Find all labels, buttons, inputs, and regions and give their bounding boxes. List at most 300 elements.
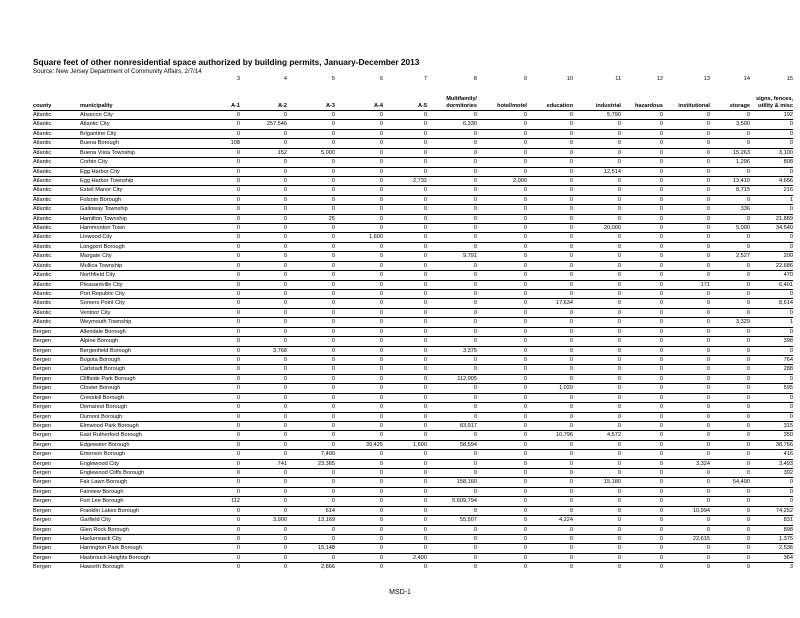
column-number	[33, 74, 80, 84]
county-cell: Atlantic	[33, 299, 80, 308]
value-cell: 3,324	[663, 459, 710, 468]
value-cell: 0	[427, 544, 477, 553]
value-cell: 0	[240, 290, 287, 299]
table-row	[33, 129, 793, 138]
value-cell: 0	[198, 176, 240, 185]
value-cell: 0	[573, 280, 621, 289]
value-cell: 0	[573, 271, 621, 280]
value-cell: 0	[621, 195, 663, 204]
value-cell: 192	[783, 112, 793, 118]
table-row	[33, 111, 793, 120]
value-cell: 0	[240, 261, 287, 270]
value-cell: 0	[198, 129, 240, 138]
value-cell: 764	[750, 355, 793, 364]
county-cell: Bergen	[33, 469, 80, 478]
value-cell: 0	[427, 261, 477, 270]
value-cell: 0	[621, 318, 663, 327]
value-cell: 0	[427, 384, 477, 393]
county-cell: Atlantic	[33, 186, 80, 195]
value-cell: 15,263	[710, 148, 750, 157]
value-cell: 0	[710, 280, 750, 289]
table-row	[33, 261, 793, 270]
value-cell: 0	[335, 167, 383, 176]
value-cell: 0	[663, 308, 710, 317]
value-cell: 0	[240, 525, 287, 534]
value-cell: 0	[383, 384, 427, 393]
table-row	[33, 431, 793, 440]
value-cell: 0	[573, 450, 621, 459]
value-cell: 0	[335, 346, 383, 355]
table-row	[33, 487, 793, 496]
value-cell: 0	[240, 534, 287, 543]
value-cell: 0	[663, 195, 710, 204]
value-cell: 0	[663, 214, 710, 223]
value-cell: 0	[383, 318, 427, 327]
value-cell: 0	[240, 440, 287, 449]
value-cell: 0	[383, 412, 427, 421]
value-cell: 0	[527, 487, 573, 496]
value-cell: 0	[335, 393, 383, 402]
value-cell: 0	[573, 186, 621, 195]
municipality-cell: Egg Harbor City	[80, 167, 198, 176]
value-cell: 0	[477, 214, 527, 223]
value-cell: 0	[427, 158, 477, 167]
value-cell: 0	[198, 440, 240, 449]
county-cell: Atlantic	[33, 318, 80, 327]
value-cell: 0	[240, 497, 287, 506]
value-cell: 0	[621, 346, 663, 355]
value-cell: 1,600	[335, 233, 383, 242]
value-cell: 0	[198, 148, 240, 157]
value-cell: 0	[287, 421, 335, 430]
value-cell: 0	[331, 112, 335, 118]
county-cell: Bergen	[33, 384, 80, 393]
value-cell: 0	[287, 355, 335, 364]
value-cell: 0	[240, 299, 287, 308]
value-cell: 0	[427, 214, 477, 223]
value-cell: 0	[287, 374, 335, 383]
value-cell: 0	[287, 308, 335, 317]
value-cell: 1,375	[750, 534, 793, 543]
value-cell: 2,400	[383, 553, 427, 562]
value-cell: 0	[283, 112, 287, 118]
value-cell: 0	[240, 544, 287, 553]
value-cell: 0	[198, 534, 240, 543]
municipality-cell: East Rutherford Borough	[80, 431, 198, 440]
value-cell: 0	[663, 384, 710, 393]
value-cell: 0	[240, 176, 287, 185]
value-cell: 0	[335, 129, 383, 138]
value-cell: 0	[335, 327, 383, 336]
column-number: 14	[743, 76, 750, 82]
value-cell: 0	[573, 120, 621, 129]
value-cell: 0	[427, 563, 477, 572]
table-row	[33, 469, 793, 478]
value-cell: 0	[473, 112, 477, 118]
table-row	[33, 506, 793, 515]
value-cell: 0	[335, 487, 383, 496]
value-cell: 0	[663, 158, 710, 167]
county-cell: Bergen	[33, 327, 80, 336]
value-cell: 0	[240, 431, 287, 440]
value-cell: 0	[621, 553, 663, 562]
value-cell: 0	[621, 534, 663, 543]
value-cell: 0	[198, 233, 240, 242]
value-cell: 4,656	[750, 176, 793, 185]
value-cell: 0	[573, 195, 621, 204]
value-cell: 0	[240, 271, 287, 280]
value-cell: 0	[240, 233, 287, 242]
value-cell: 15,180	[573, 478, 621, 487]
table-row	[33, 403, 793, 412]
table-row	[33, 299, 793, 308]
value-cell: 0	[383, 261, 427, 270]
value-cell: 10,796	[527, 431, 573, 440]
value-cell: 0	[527, 214, 573, 223]
table-row	[33, 384, 793, 393]
value-cell: 0	[710, 469, 750, 478]
value-cell: 0	[527, 167, 573, 176]
value-cell: 0	[663, 553, 710, 562]
value-cell: 0	[240, 478, 287, 487]
county-cell: Atlantic	[33, 158, 80, 167]
report-title: Square feet of other nonresidential space authorized by building permits, January-December 2013	[33, 57, 420, 67]
value-cell: 2,732	[383, 176, 427, 185]
value-cell: 0	[287, 403, 335, 412]
value-cell: 0	[287, 478, 335, 487]
value-cell: 0	[477, 327, 527, 336]
value-cell: 0	[477, 412, 527, 421]
value-cell: 0	[383, 487, 427, 496]
value-cell: 0	[573, 563, 621, 572]
value-cell: 0	[573, 459, 621, 468]
value-cell: 0	[287, 440, 335, 449]
value-cell: 0	[710, 261, 750, 270]
value-cell: 0	[287, 271, 335, 280]
value-cell: 0	[383, 280, 427, 289]
value-cell: 0	[477, 195, 527, 204]
value-cell: 0	[427, 280, 477, 289]
value-cell: 0	[240, 195, 287, 204]
municipality-cell: Franklin Lakes Borough	[80, 506, 198, 515]
column-number: 8	[473, 76, 477, 82]
value-cell: 336	[710, 205, 750, 214]
value-cell: 0	[573, 487, 621, 496]
value-cell: 0	[427, 403, 477, 412]
value-cell: 0	[527, 327, 573, 336]
value-cell: 0	[198, 337, 240, 346]
value-cell: 0	[287, 431, 335, 440]
column-header: A-4	[335, 84, 383, 111]
value-cell: 0	[383, 544, 427, 553]
value-cell: 0	[335, 384, 383, 393]
value-cell: 0	[663, 544, 710, 553]
value-cell: 0	[663, 318, 710, 327]
value-cell: 0	[477, 224, 527, 233]
value-cell: 0	[335, 224, 383, 233]
value-cell: 0	[527, 469, 573, 478]
table-row	[33, 337, 793, 346]
value-cell: 0	[573, 516, 621, 525]
value-cell: 6,401	[750, 280, 793, 289]
value-cell: 0	[621, 374, 663, 383]
value-cell: 0	[427, 290, 477, 299]
county-cell: Atlantic	[33, 120, 80, 129]
county-cell: Bergen	[33, 393, 80, 402]
county-cell: Atlantic	[33, 214, 80, 223]
value-cell: 0	[335, 516, 383, 525]
value-cell: 0	[710, 450, 750, 459]
value-cell: 0	[335, 271, 383, 280]
column-header: storage	[710, 84, 750, 111]
value-cell: 0	[240, 167, 287, 176]
value-cell: 0	[477, 299, 527, 308]
value-cell: 0	[427, 186, 477, 195]
municipality-cell: Dumont Borough	[80, 412, 198, 421]
value-cell: 0	[750, 487, 793, 496]
value-cell: 0	[335, 242, 383, 251]
value-cell: 0	[287, 346, 335, 355]
value-cell: 0	[573, 139, 621, 148]
municipality-cell: Atlantic City	[80, 120, 198, 129]
value-cell: 0	[383, 534, 427, 543]
value-cell: 0	[240, 205, 287, 214]
value-cell: 0	[527, 205, 573, 214]
value-cell: 0	[710, 393, 750, 402]
value-cell: 0	[383, 224, 427, 233]
value-cell: 0	[527, 365, 573, 374]
value-cell: 2,000	[477, 176, 527, 185]
value-cell: 0	[527, 280, 573, 289]
value-cell: 0	[659, 112, 663, 118]
value-cell: 0	[477, 478, 527, 487]
value-cell: 0	[335, 534, 383, 543]
value-cell: 0	[335, 176, 383, 185]
municipality-cell: Buena Borough	[80, 139, 198, 148]
value-cell: 1,296	[710, 158, 750, 167]
value-cell: 0	[198, 544, 240, 553]
value-cell: 0	[240, 318, 287, 327]
value-cell: 0	[198, 186, 240, 195]
value-cell: 0	[427, 506, 477, 515]
county-cell: Bergen	[33, 459, 80, 468]
value-cell: 0	[198, 158, 240, 167]
value-cell: 0	[427, 205, 477, 214]
permits-table	[33, 74, 793, 572]
value-cell: 0	[621, 290, 663, 299]
value-cell: 0	[710, 233, 750, 242]
value-cell: 0	[573, 553, 621, 562]
value-cell: 0	[573, 534, 621, 543]
value-cell: 0	[621, 412, 663, 421]
county-cell: Atlantic	[33, 176, 80, 185]
value-cell: 0	[335, 412, 383, 421]
value-cell: 0	[198, 431, 240, 440]
value-cell: 4,572	[573, 431, 621, 440]
value-cell: 0	[663, 129, 710, 138]
value-cell: 0	[573, 469, 621, 478]
value-cell: 0	[383, 158, 427, 167]
value-cell: 0	[573, 233, 621, 242]
value-cell: 0	[527, 290, 573, 299]
column-number: 11	[615, 76, 621, 82]
value-cell: 3,329	[710, 318, 750, 327]
value-cell: 0	[236, 112, 240, 118]
municipality-cell: Brigantine City	[80, 129, 198, 138]
value-cell: 0	[287, 318, 335, 327]
value-cell: 3,768	[240, 346, 287, 355]
value-cell: 0	[383, 431, 427, 440]
value-cell: 0	[663, 261, 710, 270]
value-cell: 0	[710, 431, 750, 440]
value-cell: 0	[477, 139, 527, 148]
value-cell: 22,686	[750, 261, 793, 270]
value-cell: 3,100	[750, 148, 793, 157]
municipality-cell: Pleasantville City	[80, 280, 198, 289]
value-cell: 0	[198, 167, 240, 176]
value-cell: 350	[750, 431, 793, 440]
table-row	[33, 355, 793, 364]
value-cell: 0	[573, 337, 621, 346]
value-cell: 0	[383, 195, 427, 204]
municipality-cell: Longport Borough	[80, 242, 198, 251]
value-cell: 0	[621, 139, 663, 148]
column-number: 7	[423, 76, 427, 82]
value-cell: 0	[621, 186, 663, 195]
value-cell: 0	[383, 365, 427, 374]
value-cell: 0	[198, 280, 240, 289]
value-cell: 0	[427, 233, 477, 242]
county-cell: Atlantic	[33, 233, 80, 242]
value-cell: 0	[198, 459, 240, 468]
value-cell: 0	[527, 355, 573, 364]
value-cell: 0	[663, 290, 710, 299]
column-header: A-3	[287, 84, 335, 111]
value-cell: 0	[477, 120, 527, 129]
value-cell: 0	[240, 421, 287, 430]
value-cell: 0	[335, 337, 383, 346]
county-cell: Atlantic	[33, 195, 80, 204]
value-cell: 58,594	[427, 440, 477, 449]
county-cell: Bergen	[33, 497, 80, 506]
value-cell: 1,600	[383, 440, 427, 449]
value-cell: 0	[746, 112, 750, 118]
value-cell: 0	[240, 337, 287, 346]
municipality-cell: Corbin City	[80, 158, 198, 167]
county-cell: Bergen	[33, 346, 80, 355]
municipality-cell: Fair Lawn Borough	[80, 478, 198, 487]
value-cell: 0	[527, 440, 573, 449]
value-cell: 0	[383, 355, 427, 364]
value-cell: 0	[198, 318, 240, 327]
value-cell: 0	[663, 440, 710, 449]
value-cell: 0	[383, 516, 427, 525]
value-cell: 0	[663, 224, 710, 233]
value-cell: 3,500	[710, 120, 750, 129]
value-cell: 0	[287, 129, 335, 138]
value-cell: 0	[427, 176, 477, 185]
county-cell: Atlantic	[33, 167, 80, 176]
value-cell: 0	[710, 129, 750, 138]
value-cell: 0	[477, 346, 527, 355]
county-cell: Bergen	[33, 431, 80, 440]
value-cell: 0	[750, 403, 793, 412]
value-cell: 0	[621, 384, 663, 393]
value-cell: 0	[477, 421, 527, 430]
value-cell: 0	[335, 497, 383, 506]
page-footer: MSD-1	[389, 589, 411, 596]
value-cell: 9,791	[427, 252, 477, 261]
value-cell: 741	[240, 459, 287, 468]
value-cell: 0	[383, 506, 427, 515]
value-cell: 0	[663, 355, 710, 364]
value-cell: 0	[477, 290, 527, 299]
table-row	[33, 553, 793, 562]
value-cell: 2,527	[710, 252, 750, 261]
value-cell: 0	[198, 252, 240, 261]
value-cell: 0	[710, 355, 750, 364]
value-cell: 0	[427, 271, 477, 280]
column-header: Multifamily/ dormitories	[427, 84, 477, 111]
value-cell: 0	[663, 403, 710, 412]
value-cell: 0	[477, 271, 527, 280]
value-cell: 0	[383, 271, 427, 280]
value-cell: 0	[710, 167, 750, 176]
value-cell: 0	[427, 337, 477, 346]
county-cell: Bergen	[33, 403, 80, 412]
value-cell: 3,900	[240, 516, 287, 525]
value-cell: 5,790	[607, 112, 621, 118]
value-cell: 0	[379, 112, 383, 118]
column-header: education	[527, 84, 573, 111]
value-cell: 0	[710, 412, 750, 421]
value-cell: 0	[527, 176, 573, 185]
value-cell: 0	[621, 252, 663, 261]
value-cell: 0	[527, 412, 573, 421]
value-cell: 0	[198, 487, 240, 496]
value-cell: 0	[335, 553, 383, 562]
municipality-cell: Carlstadt Borough	[80, 365, 198, 374]
municipality-cell: Closter Borough	[80, 384, 198, 393]
value-cell: 0	[240, 506, 287, 515]
value-cell: 0	[663, 299, 710, 308]
value-cell: 0	[383, 129, 427, 138]
value-cell: 0	[663, 469, 710, 478]
value-cell: 39,425	[335, 440, 383, 449]
value-cell: 0	[240, 129, 287, 138]
value-cell: 0	[527, 553, 573, 562]
value-cell: 0	[198, 195, 240, 204]
county-cell: Atlantic	[33, 112, 52, 118]
value-cell: 0	[710, 497, 750, 506]
value-cell: 0	[621, 525, 663, 534]
value-cell: 0	[287, 290, 335, 299]
value-cell: 216	[750, 186, 793, 195]
value-cell: 0	[240, 308, 287, 317]
county-cell: Bergen	[33, 355, 80, 364]
municipality-cell: Linwood City	[80, 233, 198, 242]
municipality-cell: Hammonton Town	[80, 224, 198, 233]
value-cell: 0	[287, 224, 335, 233]
value-cell: 0	[573, 261, 621, 270]
value-cell: 0	[383, 346, 427, 355]
municipality-cell: Mullica Township	[80, 261, 198, 270]
value-cell: 0	[287, 120, 335, 129]
value-cell: 0	[287, 365, 335, 374]
value-cell: 0	[663, 346, 710, 355]
value-cell: 0	[750, 139, 793, 148]
value-cell: 0	[335, 158, 383, 167]
